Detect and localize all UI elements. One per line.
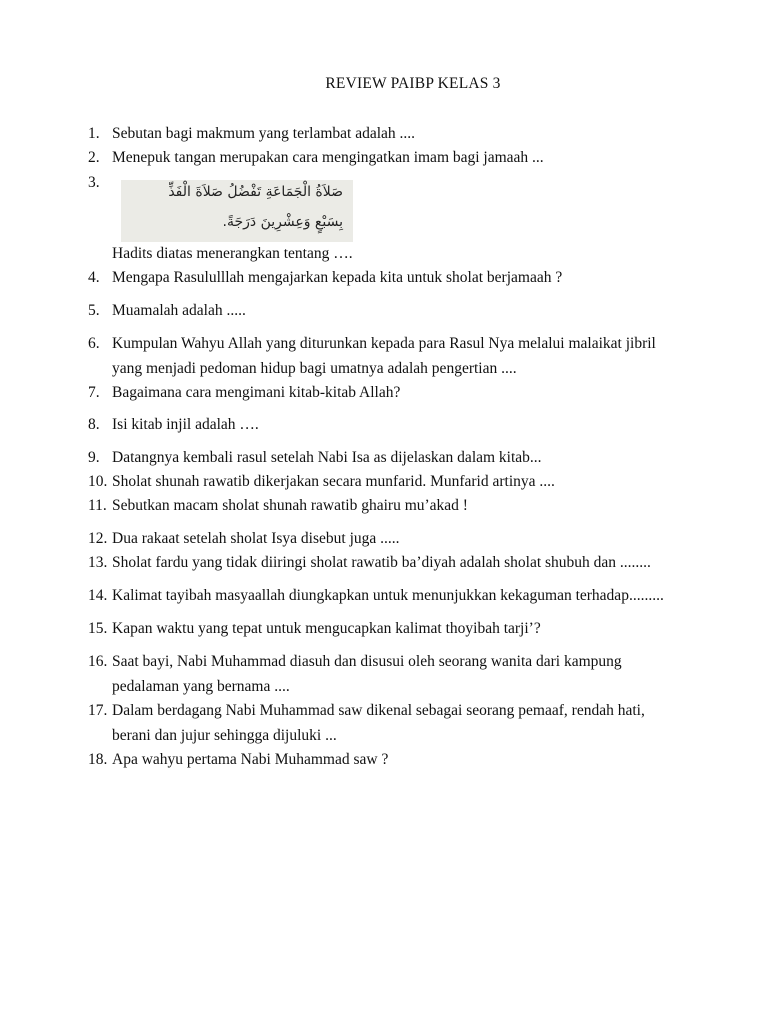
question-text: Dalam berdagang Nabi Muhammad saw dikenal sebagai seorang pemaaf, rendah hati, [112, 702, 645, 719]
question-text: Datangnya kembali rasul setelah Nabi Isa as dijelaskan dalam kitab... [112, 449, 542, 466]
question-text-continued: berani dan jujur sehingga dijuluki ... [112, 726, 337, 744]
page-title: REVIEW PAIBP KELAS 3 [325, 75, 501, 92]
question-number: 17. [88, 702, 108, 719]
question-text: Dua rakaat setelah sholat Isya disebut juga ..... [112, 530, 400, 547]
question-number: 11. [88, 497, 107, 514]
question-number: 7. [88, 384, 100, 401]
question-text: Saat bayi, Nabi Muhammad diasuh dan disusui oleh seorang wanita dari kampung [112, 653, 622, 670]
question-number: 18. [88, 751, 108, 768]
question-text: Apa wahyu pertama Nabi Muhammad saw ? [112, 751, 389, 768]
question-number: 10. [88, 473, 108, 490]
question-text: Sholat shunah rawatib dikerjakan secara munfarid. Munfarid artinya .... [112, 473, 555, 490]
question-number: 2. [88, 149, 100, 166]
question-text: Mengapa Rasululllah mengajarkan kepada kita untuk sholat berjamaah ? [112, 269, 563, 286]
question-text: Muamalah adalah ..... [112, 302, 246, 319]
question-text: Kapan waktu yang tepat untuk mengucapkan kalimat thoyibah tarji’? [112, 620, 541, 637]
question-number: 1. [88, 125, 100, 142]
question-number: 14. [88, 587, 108, 604]
question-number: 13. [88, 554, 108, 571]
question-number: 4. [88, 269, 100, 286]
question-number: 9. [88, 449, 100, 466]
question-number: 15. [88, 620, 108, 637]
hadith-line-1: صَلاَةُ الْجَمَاعَةِ تَفْضُلُ صَلاَةَ الْفَذِّ [168, 184, 343, 200]
question-text: Isi kitab injil adalah …. [112, 416, 259, 433]
question-number: 6. [88, 335, 100, 352]
question-text: Sebutkan macam sholat shunah rawatib ghairu mu’akad ! [112, 497, 468, 514]
question-text-continued: yang menjadi pedoman hidup bagi umatnya adalah pengertian .... [112, 359, 517, 377]
question-number: 8. [88, 416, 100, 433]
question-text: Hadits diatas menerangkan tentang …. [112, 245, 353, 262]
question-number: 3. [88, 174, 100, 191]
hadith-image [121, 180, 353, 242]
question-number: 16. [88, 653, 108, 670]
hadith-line-2: بِسَبْعٍ وَعِشْرِينَ دَرَجَةً. [222, 214, 343, 230]
question-text: Sebutan bagi makmum yang terlambat adalah .... [112, 125, 416, 142]
question-text: Kumpulan Wahyu Allah yang diturunkan kepada para Rasul Nya melalui malaikat jibril [112, 335, 656, 352]
question-number: 5. [88, 302, 100, 319]
question-number: 12. [88, 530, 108, 547]
question-text-continued: pedalaman yang bernama .... [112, 677, 290, 695]
question-text: Menepuk tangan merupakan cara mengingatkan imam bagi jamaah ... [112, 149, 544, 166]
question-text: Kalimat tayibah masyaallah diungkapkan untuk menunjukkan kekaguman terhadap......... [112, 587, 664, 604]
question-text: Sholat fardu yang tidak diiringi sholat rawatib ba’diyah adalah sholat shubuh dan ........ [112, 554, 651, 571]
question-text: Bagaimana cara mengimani kitab-kitab Allah? [112, 384, 401, 401]
